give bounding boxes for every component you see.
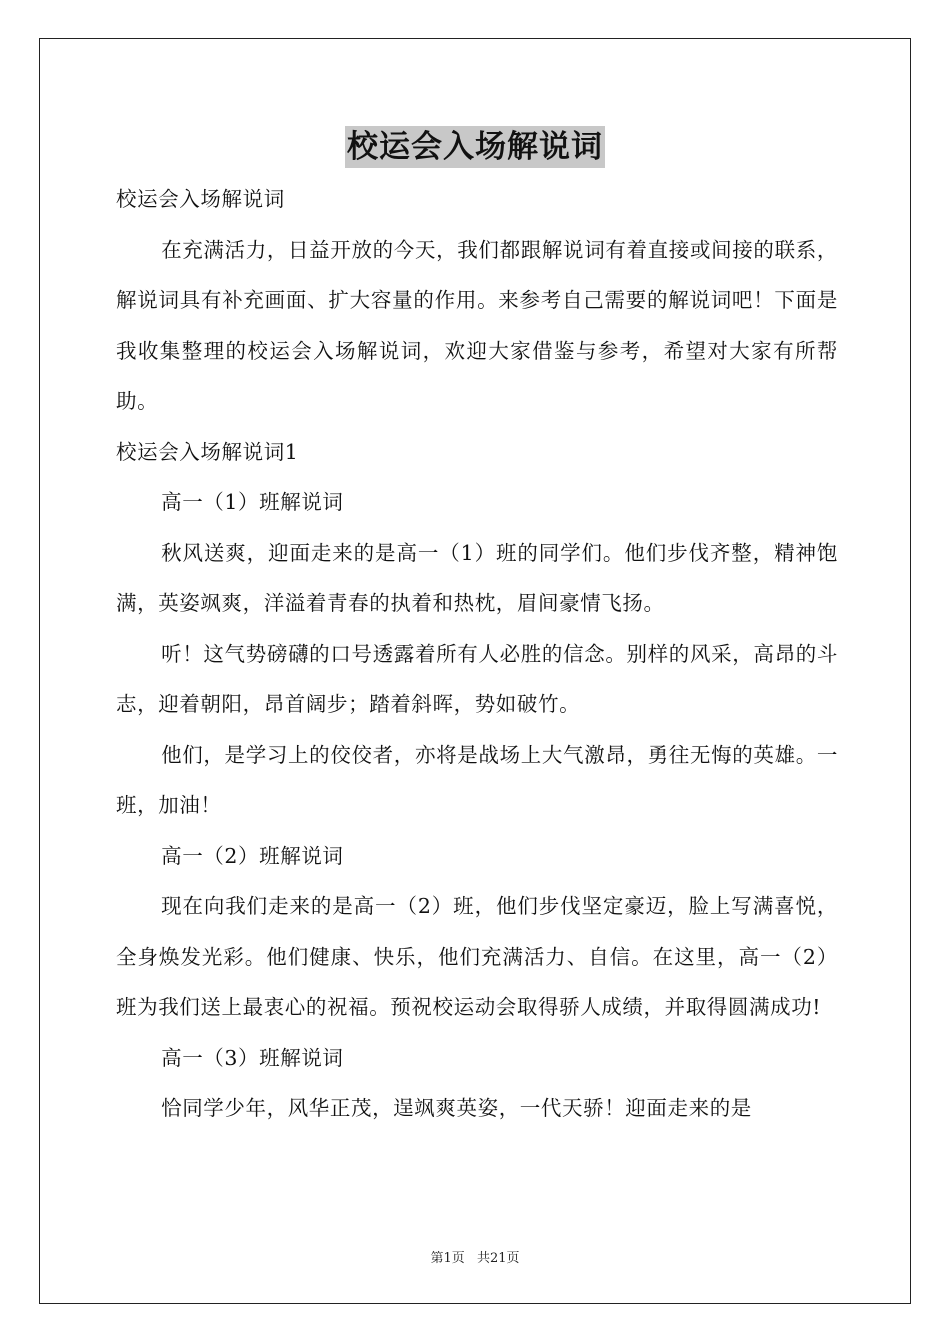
page-footer (0, 1247, 950, 1266)
class-heading: 高一（1）班解说词 (161, 490, 344, 514)
paragraph: 秋风送爽，迎面走来的是高一（1）班的同学们。他们步伐齐整，精神饱满，英姿飒爽，洋溢着青春的执着和热枕，眉间豪情飞扬。 (116, 540, 838, 615)
intro-paragraph: 在充满活力，日益开放的今天，我们都跟解说词有着直接或间接的联系，解说词具有补充画面、扩大容量的作用。来参考自己需要的解说词吧！下面是我收集整理的校运会入场解说词，欢迎大家借鉴与参考，希望对大家有所帮助。 (116, 237, 838, 413)
page-number: 第1页 (430, 1251, 465, 1266)
paragraph: 听！这气势磅礴的口号透露着所有人必胜的信念。别样的风采，高昂的斗志，迎着朝阳，昂首阔步；踏着斜晖，势如破竹。 (116, 641, 838, 716)
paragraph: 现在向我们走来的是高一（2）班，他们步伐坚定豪迈，脸上写满喜悦，全身焕发光彩。他们健康、快乐，他们充满活力、自信。在这里，高一（2）班为我们送上最衷心的祝福。预祝校运动会取得骄人成绩，并取得圆满成功! (116, 894, 838, 1019)
section-heading: 校运会入场解说词 (116, 187, 285, 211)
document-title: 校运会入场解说词 (345, 126, 605, 168)
paragraph: 恰同学少年，风华正茂，逞飒爽英姿，一代天骄！迎面走来的是 (161, 1096, 752, 1120)
section-heading: 校运会入场解说词1 (116, 439, 299, 464)
document-body (116, 174, 838, 1134)
page-total: 共21页 (476, 1251, 520, 1266)
title-container (0, 126, 950, 168)
class-heading: 高一（2）班解说词 (161, 843, 344, 868)
class-heading: 高一（3）班解说词 (161, 1045, 344, 1070)
paragraph: 他们，是学习上的佼佼者，亦将是战场上大气激昂，勇往无悔的英雄。一班，加油！ (116, 742, 838, 817)
